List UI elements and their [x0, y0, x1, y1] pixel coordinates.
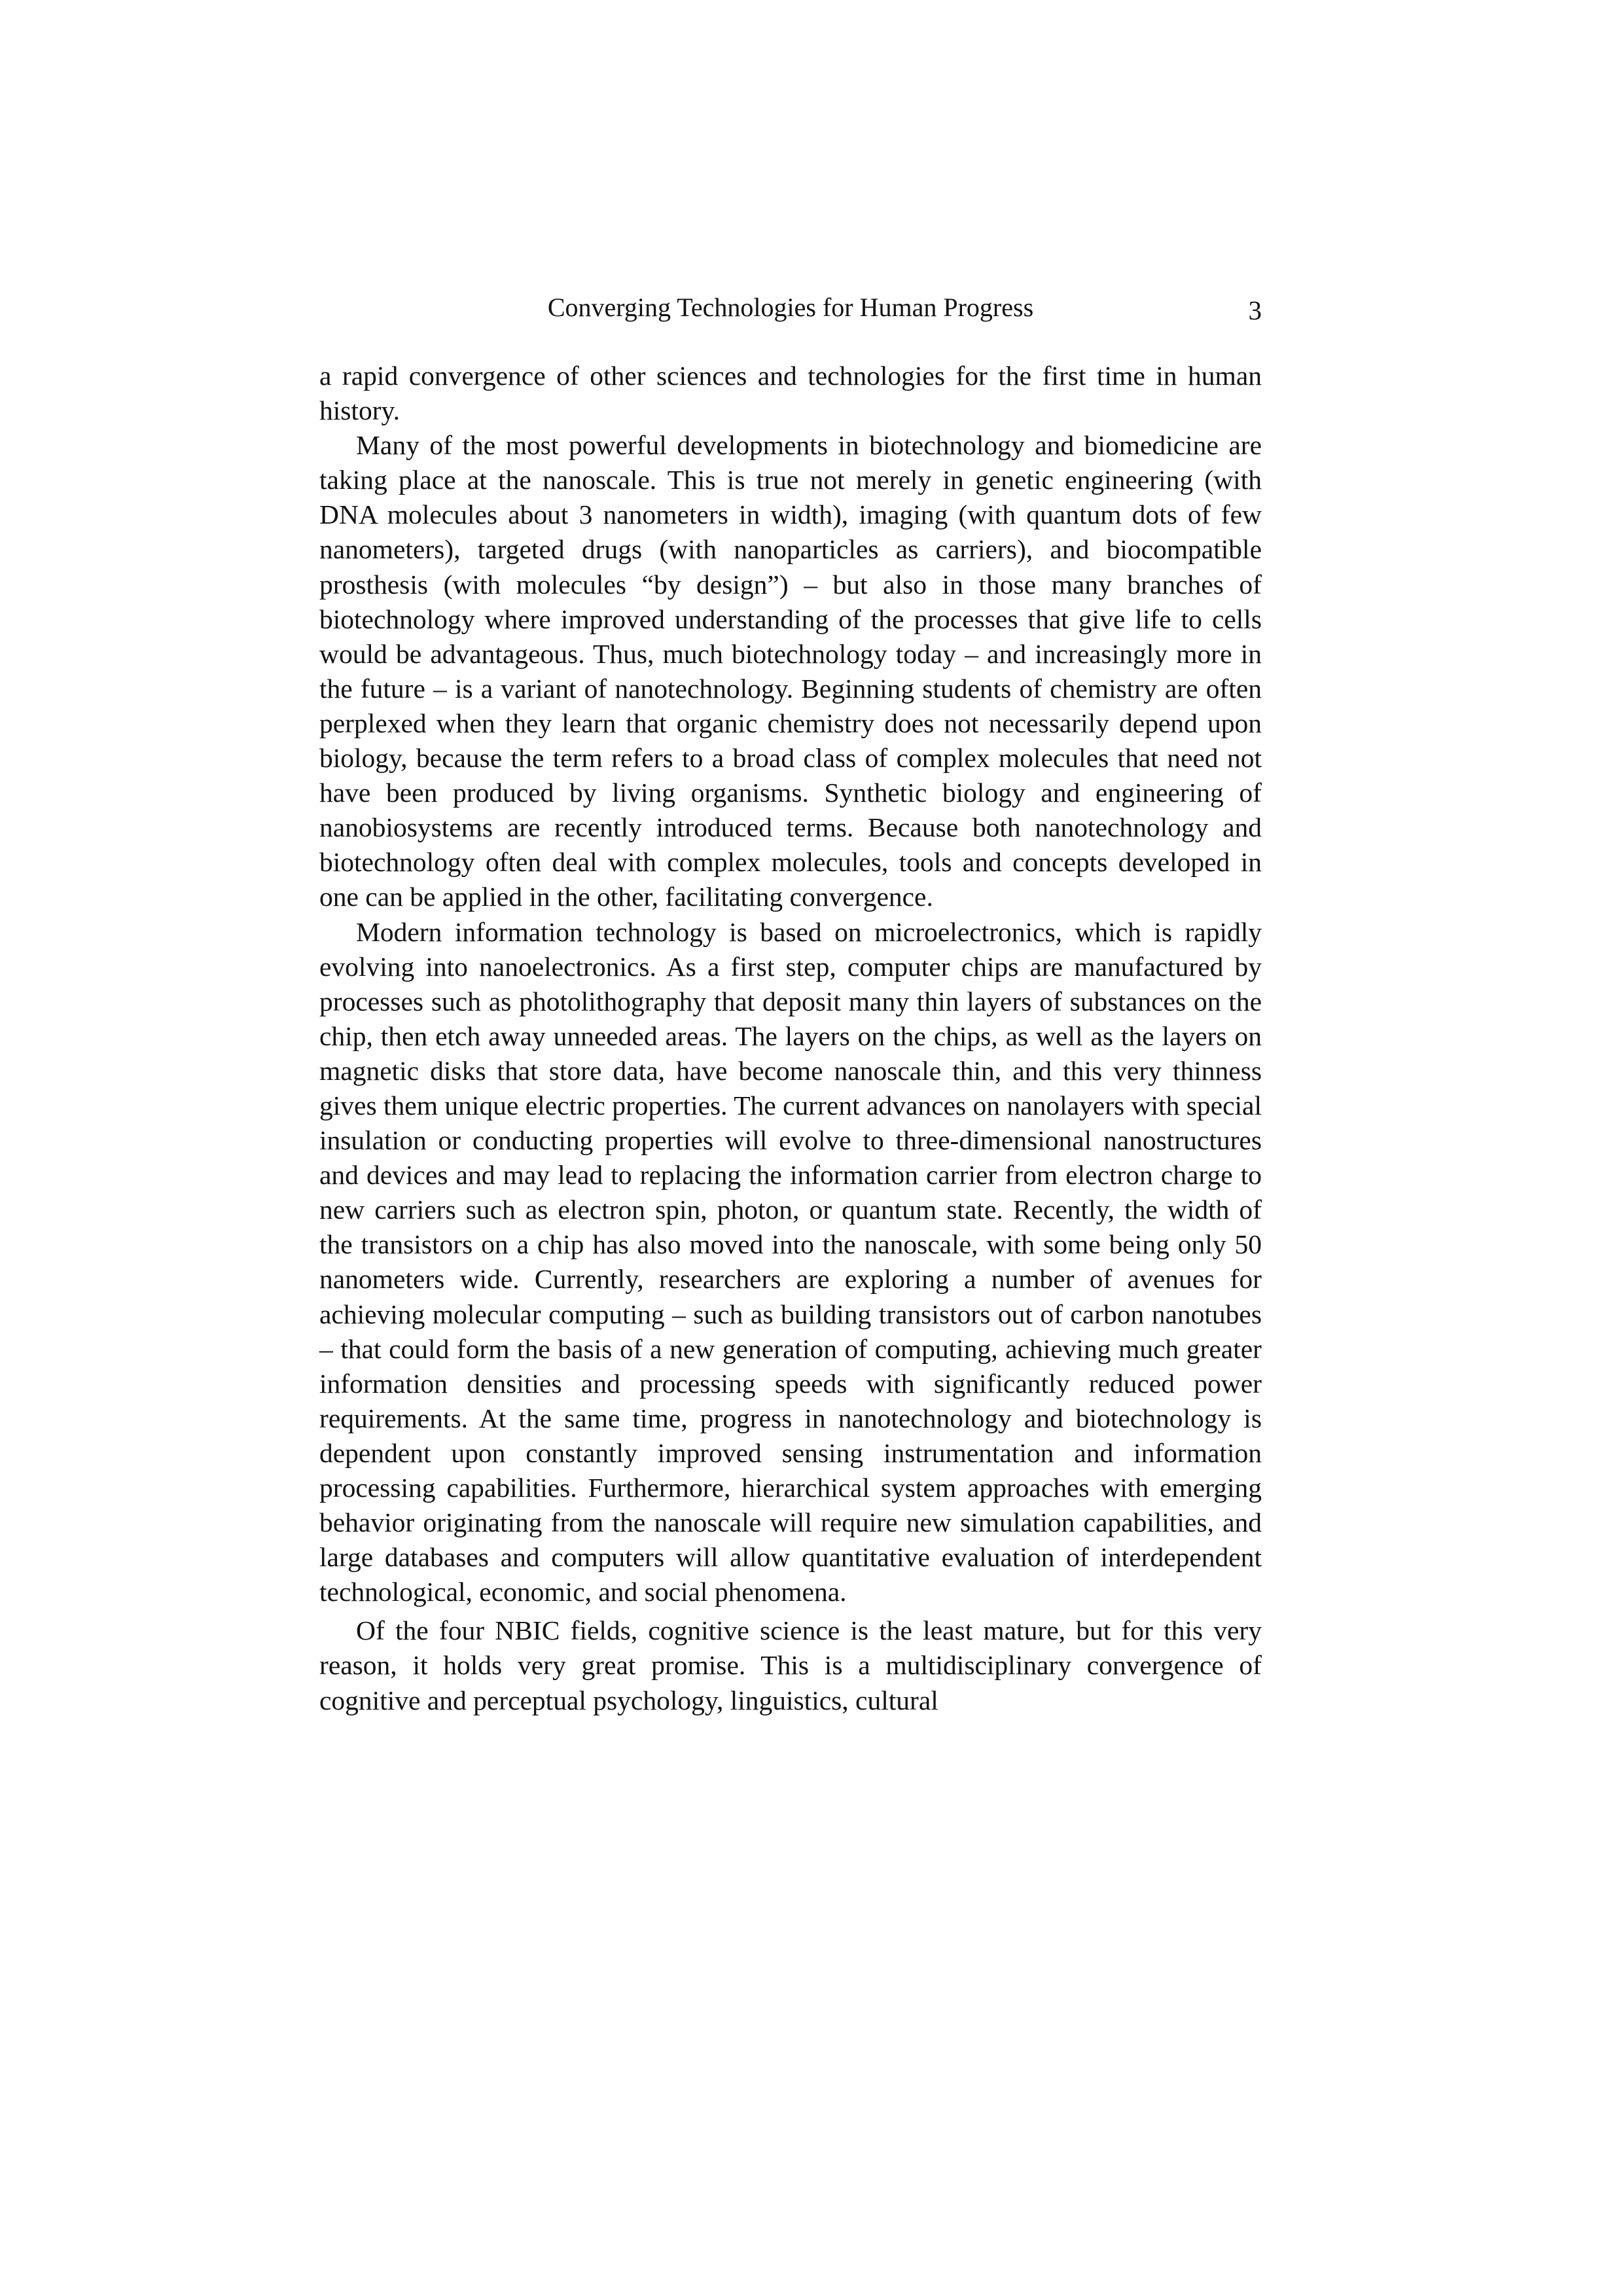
- running-header-title: Converging Technologies for Human Progress: [547, 293, 1034, 322]
- paragraph-information-technology: Modern information technology is based on microelectronics, which is rapidly evolving into nanoelectronics. As a first step, computer chips are manufactured by processes such as photolithography that deposit many thin layers of substances on the chip, then etch away unneeded areas. The layers on the chips, as well as the layers on magnetic disks that store data, have become nanoscale thin, and this very thinness gives them unique electric properties. The current advances on nanolayers with special insulation or conducting properties will evolve to three-dimensional nanostructures and devices and may lead to replacing the information carrier from electron charge to new carriers such as electron spin, photon, or quantum state. Recently, the width of the transistors on a chip has also moved into the nanoscale, with some being only 50 nanometers wide. Currently, researchers are exploring a number of avenues for achieving molecular computing – such as building transistors out of carbon nanotubes – that could form the basis of a new generation of computing, achieving much greater information densities and processing speeds with significantly reduced power requirements. At the same time, progress in nanotechnology and biotechnology is dependent upon constantly improved sensing instrumentation and information processing capabilities. Furthermore, hierarchical system approaches with emerging behavior originating from the nanoscale will require new simulation capabilities, and large databases and computers will allow quantitative evaluation of interdependent technological, economic, and social phenomena.: [319, 916, 1262, 1607]
- body-text: [319, 359, 1262, 1718]
- running-header: [319, 275, 1262, 327]
- book-page: [319, 275, 1262, 1718]
- paragraph-continuation: a rapid convergence of other sciences and technologies for the first time in human history.: [319, 361, 1262, 426]
- paragraph-cognitive-science: Of the four NBIC fields, cognitive science is the least mature, but for this very reason, it holds very great promise. This is a multidisciplinary convergence of cognitive and perceptual psychology, linguistics, cultural: [319, 1615, 1262, 1715]
- page-number: 3: [1248, 295, 1262, 325]
- paragraph-biotechnology: Many of the most powerful developments in biotechnology and biomedicine are taking place at the nanoscale. This is true not merely in genetic engineering (with DNA molecules about 3 nanometers in width), imaging (with quantum dots of few nanometers), targeted drugs (with nanoparticles as carriers), and biocompatible prosthesis (with molecules “by design”) – but also in those many branches of biotechnology where improved understanding of the processes that give life to cells would be advantageous. Thus, much biotechnology today – and increasingly more in the future – is a variant of nanotechnology. Beginning students of chemistry are often perplexed when they learn that organic chemistry does not necessarily depend upon biology, because the term refers to a broad class of complex molecules that need not have been produced by living organisms. Synthetic biology and engineering of nanobiosystems are recently introduced terms. Because both nanotechnology and biotechnology often deal with complex molecules, tools and concepts developed in one can be applied in the other, facilitating convergence.: [319, 430, 1262, 912]
